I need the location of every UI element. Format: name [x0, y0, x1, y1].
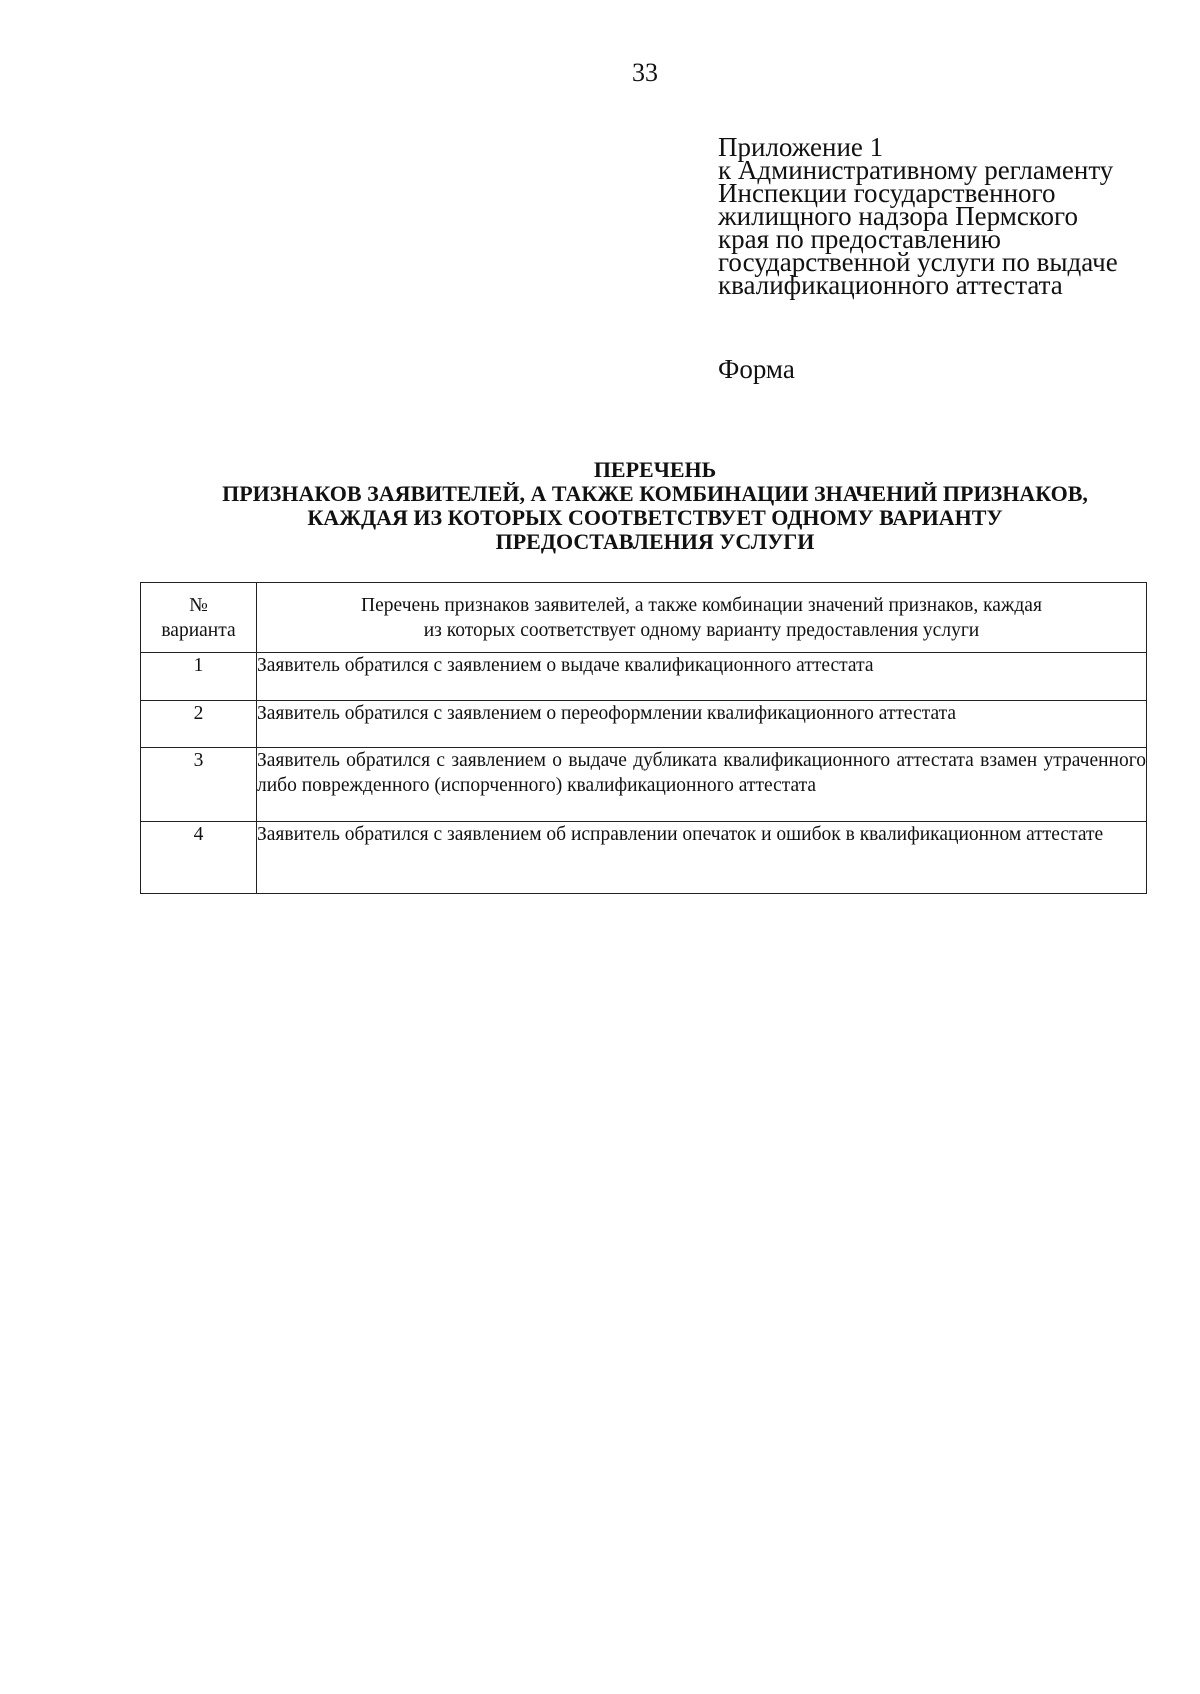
table-row: [141, 748, 1147, 822]
appendix-line: государственной услуги по выдаче: [718, 247, 1118, 277]
form-label: Форма: [718, 354, 795, 384]
variant-number-cell: 2: [141, 701, 257, 748]
variants-table: [140, 582, 1147, 894]
appendix-line: жилищного надзора Пермского: [718, 201, 1078, 231]
appendix-line: квалификационного аттестата: [718, 270, 1063, 300]
appendix-line: Инспекции государственного: [718, 178, 1056, 208]
variant-description-cell: Заявитель обратился с заявлением о переоформлении квалификационного аттестата: [257, 701, 1147, 748]
title-line: ПРИЗНАКОВ ЗАЯВИТЕЛЕЙ, А ТАКЖЕ КОМБИНАЦИИ ЗНАЧЕНИЙ ПРИЗНАКОВ,: [222, 481, 1088, 506]
appendix-line: Приложение 1: [718, 132, 884, 162]
header-text: из которых соответствует одному варианту предоставления услуги: [423, 620, 980, 641]
variant-description-cell: Заявитель обратился с заявлением о выдаче дубликата квалификационного аттестата взамен утраченного либо поврежденного (испорченного) квалификационного аттестата: [257, 748, 1147, 822]
title-line: ПЕРЕЧЕНЬ: [593, 457, 717, 482]
variant-description-cell: Заявитель обратился с заявлением об исправлении опечаток и ошибок в квалификационном аттестате: [257, 822, 1147, 894]
page-number: 33: [632, 58, 658, 87]
document-title: [140, 458, 1170, 554]
title-line: ПРЕДОСТАВЛЕНИЯ УСЛУГИ: [495, 529, 815, 554]
header-text: варианта: [161, 620, 236, 641]
header-variant-number: [141, 583, 257, 653]
variant-number-cell: 4: [141, 822, 257, 894]
header-text: №: [189, 595, 208, 616]
table-row: [141, 653, 1147, 701]
variant-description-cell: Заявитель обратился с заявлением о выдаче квалификационного аттестата: [257, 653, 1147, 701]
appendix-line: края по предоставлению: [718, 224, 1001, 254]
table-row: [141, 701, 1147, 748]
title-line: КАЖДАЯ ИЗ КОТОРЫХ СООТВЕТСТВУЕТ ОДНОМУ ВАРИАНТУ: [307, 505, 1003, 530]
variant-number-cell: 1: [141, 653, 257, 701]
table-row: [141, 822, 1147, 894]
appendix-line: к Административному регламенту: [718, 155, 1114, 185]
table-header-row: [141, 583, 1147, 653]
variant-number-cell: 3: [141, 748, 257, 822]
header-description: [257, 583, 1147, 653]
header-text: Перечень признаков заявителей, а также комбинации значений признаков, каждая: [361, 595, 1042, 616]
appendix-block: [718, 132, 1188, 300]
